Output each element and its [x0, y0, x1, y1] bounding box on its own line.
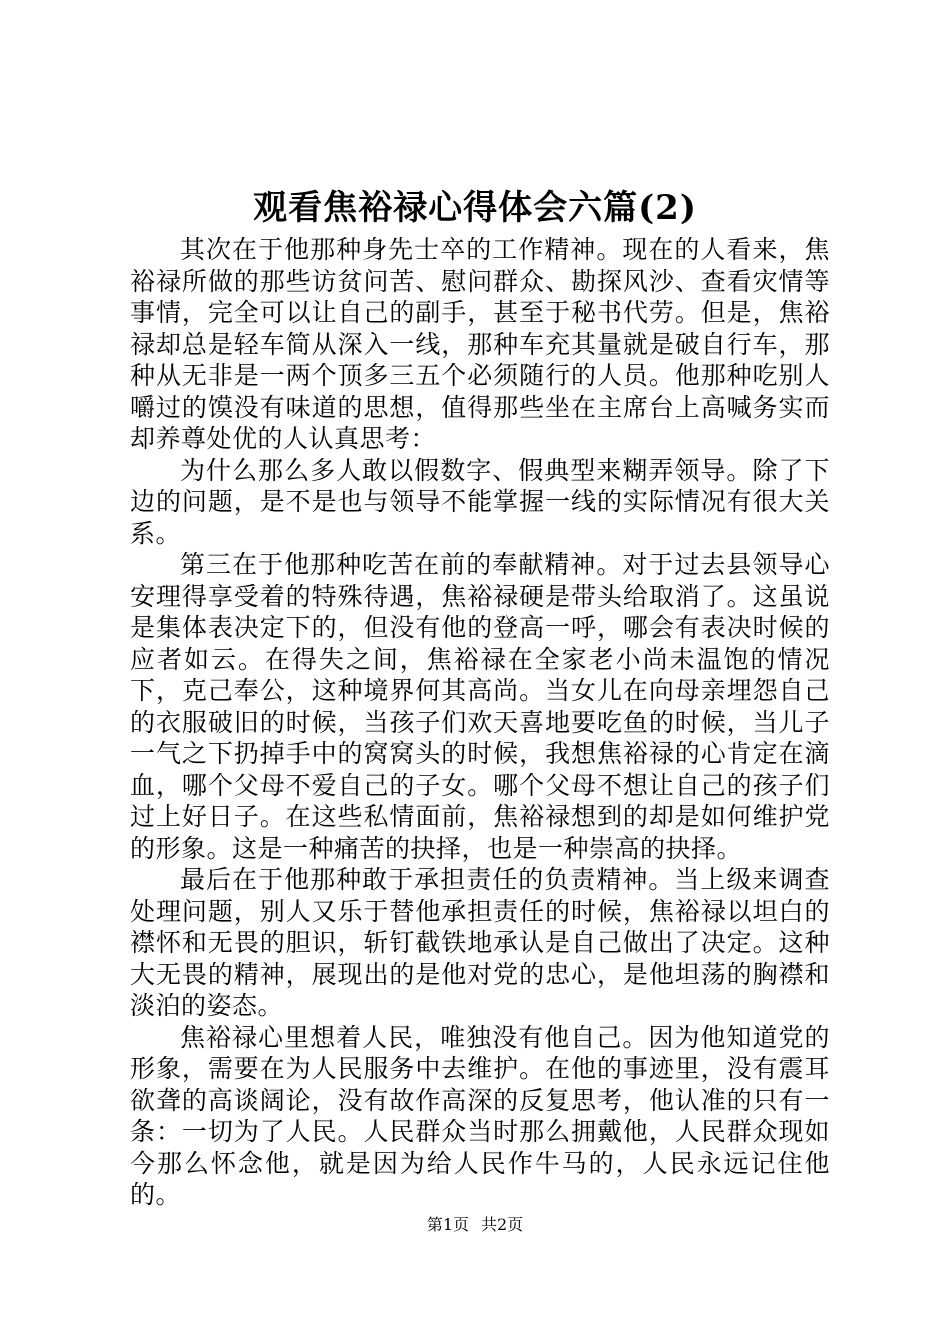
- paragraph-2: 为什么那么多人敢以假数字、假典型来糊弄领导。除了下边的问题，是不是也与领导不能掌握一线的实际情况有很大关系。: [130, 455, 830, 548]
- paragraph-4: 最后在于他那种敢于承担责任的负责精神。当上级来调查处理问题，别人又乐于替他承担责任的时候，焦裕禄以坦白的襟怀和无畏的胆识，斩钉截铁地承认是自己做出了决定。这种大无畏的精神，展现出的是他对党的忠心，是他坦荡的胸襟和淡泊的姿态。: [130, 865, 830, 1020]
- document-body: [130, 234, 830, 1211]
- page-footer: [0, 1214, 950, 1236]
- paragraph-3: 第三在于他那种吃苦在前的奉献精神。对于过去县领导心安理得享受着的特殊待遇，焦裕禄硬是带头给取消了。这虽说是集体表决定下的，但没有他的登高一呼，哪会有表决时候的应者如云。在得失之间，焦裕禄在全家老小尚未温饱的情况下，克己奉公，这种境界何其高尚。当女儿在向母亲埋怨自己的衣服破旧的时候，当孩子们欢天喜地要吃鱼的时候，当儿子一气之下扔掉手中的窝窝头的时候，我想焦裕禄的心肯定在滴血，哪个父母不爱自己的子女。哪个父母不想让自己的孩子们过上好日子。在这些私情面前，焦裕禄想到的却是如何维护党的形象。这是一种痛苦的抉择，也是一种崇高的抉择。: [130, 550, 830, 863]
- page-number: 第1页: [426, 1215, 469, 1234]
- page-total: 共2页: [481, 1215, 524, 1234]
- paragraph-1: 其次在于他那种身先士卒的工作精神。现在的人看来，焦裕禄所做的那些访贫问苦、慰问群众、勘探风沙、查看灾情等事情，完全可以让自己的副手，甚至于秘书代劳。但是，焦裕禄却总是轻车简从深入一线，那种车充其量就是破自行车，那种从无非是一两个顶多三五个必须随行的人员。他那种吃别人嚼过的馍没有味道的思想，值得那些坐在主席台上高喊务实而却养尊处优的人认真思考：: [130, 235, 830, 453]
- document-title: 观看焦裕禄心得体会六篇(2): [253, 188, 697, 228]
- paragraph-5: 焦裕禄心里想着人民，唯独没有他自己。因为他知道党的形象，需要在为人民服务中去维护。在他的事迹里，没有震耳欲聋的高谈阔论，没有故作高深的反复思考，他认准的只有一条：一切为了人民。人民群众当时那么拥戴他，人民群众现如今那么怀念他，就是因为给人民作牛马的，人民永远记住他的。: [130, 1022, 830, 1209]
